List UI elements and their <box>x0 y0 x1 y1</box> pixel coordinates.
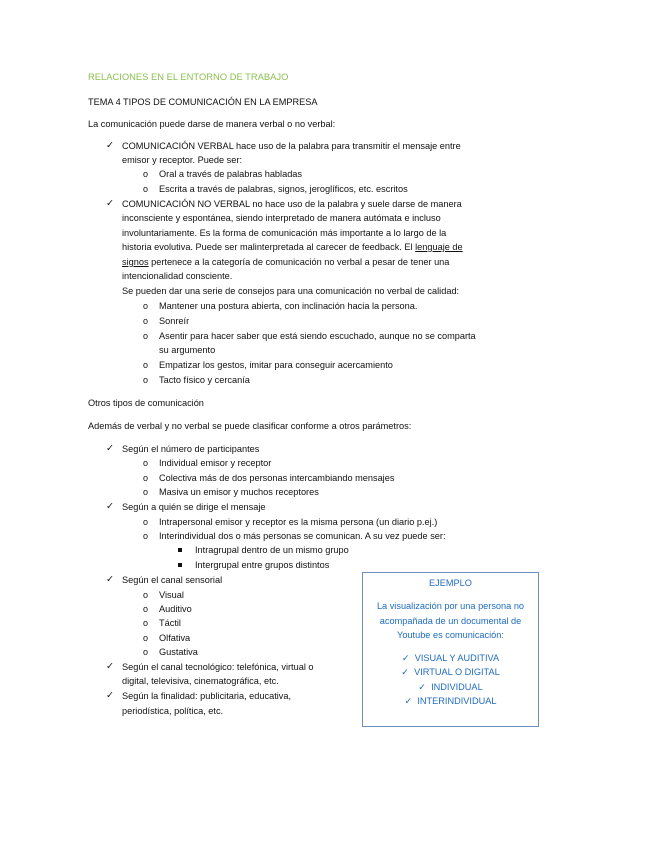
square-bullet-icon <box>178 563 182 567</box>
bullet-o-icon: o <box>143 531 149 541</box>
example-line: acompañada de un documental de <box>379 616 522 626</box>
bullet-o-icon: o <box>143 473 149 483</box>
list-item: Masiva un emisor y muchos receptores <box>159 487 319 497</box>
example-line: Youtube es comunicación: <box>397 630 504 640</box>
nonverbal-line-2: inconsciente y espontánea, siendo interpretado de manera autómata e incluso <box>122 213 441 223</box>
check-icon: ✓ <box>106 690 114 701</box>
example-box <box>362 572 539 727</box>
check-icon: ✓ <box>106 140 114 151</box>
square-bullet-icon <box>178 548 182 552</box>
bullet-o-icon: o <box>143 331 149 341</box>
verbal-line-1: COMUNICACIÓN VERBAL hace uso de la palabra para transmitir el mensaje entre <box>122 141 461 151</box>
purpose-line-2: periodística, política, etc. <box>122 706 224 716</box>
bullet-o-icon: o <box>143 633 149 643</box>
example-title: EJEMPLO <box>429 578 472 588</box>
list-item: Auditivo <box>159 604 192 614</box>
example-check-item <box>363 651 538 666</box>
list-item: Interindividual dos o más personas se comunican. A su vez puede ser: <box>159 531 446 541</box>
example-check-label: VISUAL Y AUDITIVA <box>414 653 500 663</box>
check-icon: ✓ <box>106 198 114 209</box>
lenguaje-link-text: lenguaje de <box>415 242 463 252</box>
check-icon: ✓ <box>106 443 114 454</box>
list-item: Táctil <box>159 618 181 628</box>
list-item: Intrapersonal emisor y receptor es la misma persona (un diario p.ej.) <box>159 517 438 527</box>
nonverbal-line-4-text: historia evolutiva. Puede ser malinterpretada al carecer de feedback. El <box>122 242 416 252</box>
example-check-label: VIRTUAL O DIGITAL <box>414 667 500 677</box>
check-icon: ✓ <box>401 653 410 663</box>
nonverbal-line-4 <box>122 240 463 255</box>
bullet-o-icon: o <box>143 618 149 628</box>
other-types-intro: Además de verbal y no verbal se puede clasificar conforme a otros parámetros: <box>88 421 412 431</box>
list-subitem: Intragrupal dentro de un mismo grupo <box>195 545 349 555</box>
check-icon: ✓ <box>106 661 114 672</box>
participants-label: Según el número de participantes <box>122 444 260 454</box>
target-label: Según a quién se dirige el mensaje <box>122 502 266 512</box>
nonverbal-line-6: intencionalidad consciente. <box>122 271 233 281</box>
list-item: Empatizar los gestos, imitar para conseguir acercamiento <box>159 360 393 370</box>
sensory-label: Según el canal sensorial <box>122 575 223 585</box>
section-title: RELACIONES EN EL ENTORNO DE TRABAJO <box>88 71 289 82</box>
verbal-line-2: emisor y receptor. Puede ser: <box>122 155 243 165</box>
purpose-line-1: Según la finalidad: publicitaria, educativa, <box>122 691 292 701</box>
nonverbal-line-7: Se pueden dar una serie de consejos para una comunicación no verbal de calidad: <box>122 286 460 296</box>
list-item: Asentir para hacer saber que está siendo escuchado, aunque no se comparta <box>159 331 476 341</box>
bullet-o-icon: o <box>143 458 149 468</box>
example-check-item <box>363 694 538 709</box>
bullet-o-icon: o <box>143 184 149 194</box>
bullet-o-icon: o <box>143 169 149 179</box>
example-check-item <box>363 680 538 695</box>
example-check-item <box>363 665 538 680</box>
nonverbal-line-1: COMUNICACIÓN NO VERBAL no hace uso de la palabra y suele darse de manera <box>122 199 462 209</box>
bullet-o-icon: o <box>143 301 149 311</box>
bullet-o-icon: o <box>143 590 149 600</box>
bullet-o-icon: o <box>143 604 149 614</box>
other-types-title: Otros tipos de comunicación <box>88 398 204 408</box>
check-icon: ✓ <box>404 696 413 706</box>
example-check-label: INTERINDIVIDUAL <box>417 696 497 706</box>
bullet-o-icon: o <box>143 647 149 657</box>
check-icon: ✓ <box>401 667 409 677</box>
list-item-continuation: su argumento <box>159 345 216 355</box>
list-item: Oral a través de palabras habladas <box>159 169 303 179</box>
nonverbal-line-5-text: pertenece a la categoría de comunicación no verbal a pesar de tener una <box>148 257 450 267</box>
bullet-o-icon: o <box>143 517 149 527</box>
list-item: Colectiva más de dos personas intercambiando mensajes <box>159 473 395 483</box>
topic-title: TEMA 4 TIPOS DE COMUNICACIÓN EN LA EMPRESA <box>88 97 318 107</box>
check-icon: ✓ <box>418 682 426 692</box>
example-line: La visualización por una persona no <box>376 601 525 611</box>
nonverbal-line-5 <box>122 255 449 270</box>
bullet-o-icon: o <box>143 316 149 326</box>
list-subitem: Intergrupal entre grupos distintos <box>195 560 330 570</box>
bullet-o-icon: o <box>143 487 149 497</box>
bullet-o-icon: o <box>143 360 149 370</box>
list-item: Sonreír <box>159 316 190 326</box>
list-item: Escrita a través de palabras, signos, jeroglíficos, etc. escritos <box>159 184 408 194</box>
check-icon: ✓ <box>106 501 114 512</box>
list-item: Mantener una postura abierta, con inclinación hacia la persona. <box>159 301 418 311</box>
bullet-o-icon: o <box>143 375 149 385</box>
list-item: Individual emisor y receptor <box>159 458 272 468</box>
signos-link-text: signos <box>122 257 149 267</box>
list-item: Visual <box>159 590 184 600</box>
tech-line-2: digital, televisiva, cinematográfica, etc. <box>122 676 279 686</box>
check-icon: ✓ <box>106 574 114 585</box>
nonverbal-line-3: involuntariamente. Es la forma de comunicación más importante a lo largo de la <box>122 228 447 238</box>
list-item: Gustativa <box>159 647 198 657</box>
intro-text: La comunicación puede darse de manera verbal o no verbal: <box>88 119 336 129</box>
example-check-label: INDIVIDUAL <box>431 682 483 692</box>
list-item: Olfativa <box>159 633 191 643</box>
list-item: Tacto físico y cercanía <box>159 375 250 385</box>
tech-line-1: Según el canal tecnológico: telefónica, virtual o <box>122 662 314 672</box>
